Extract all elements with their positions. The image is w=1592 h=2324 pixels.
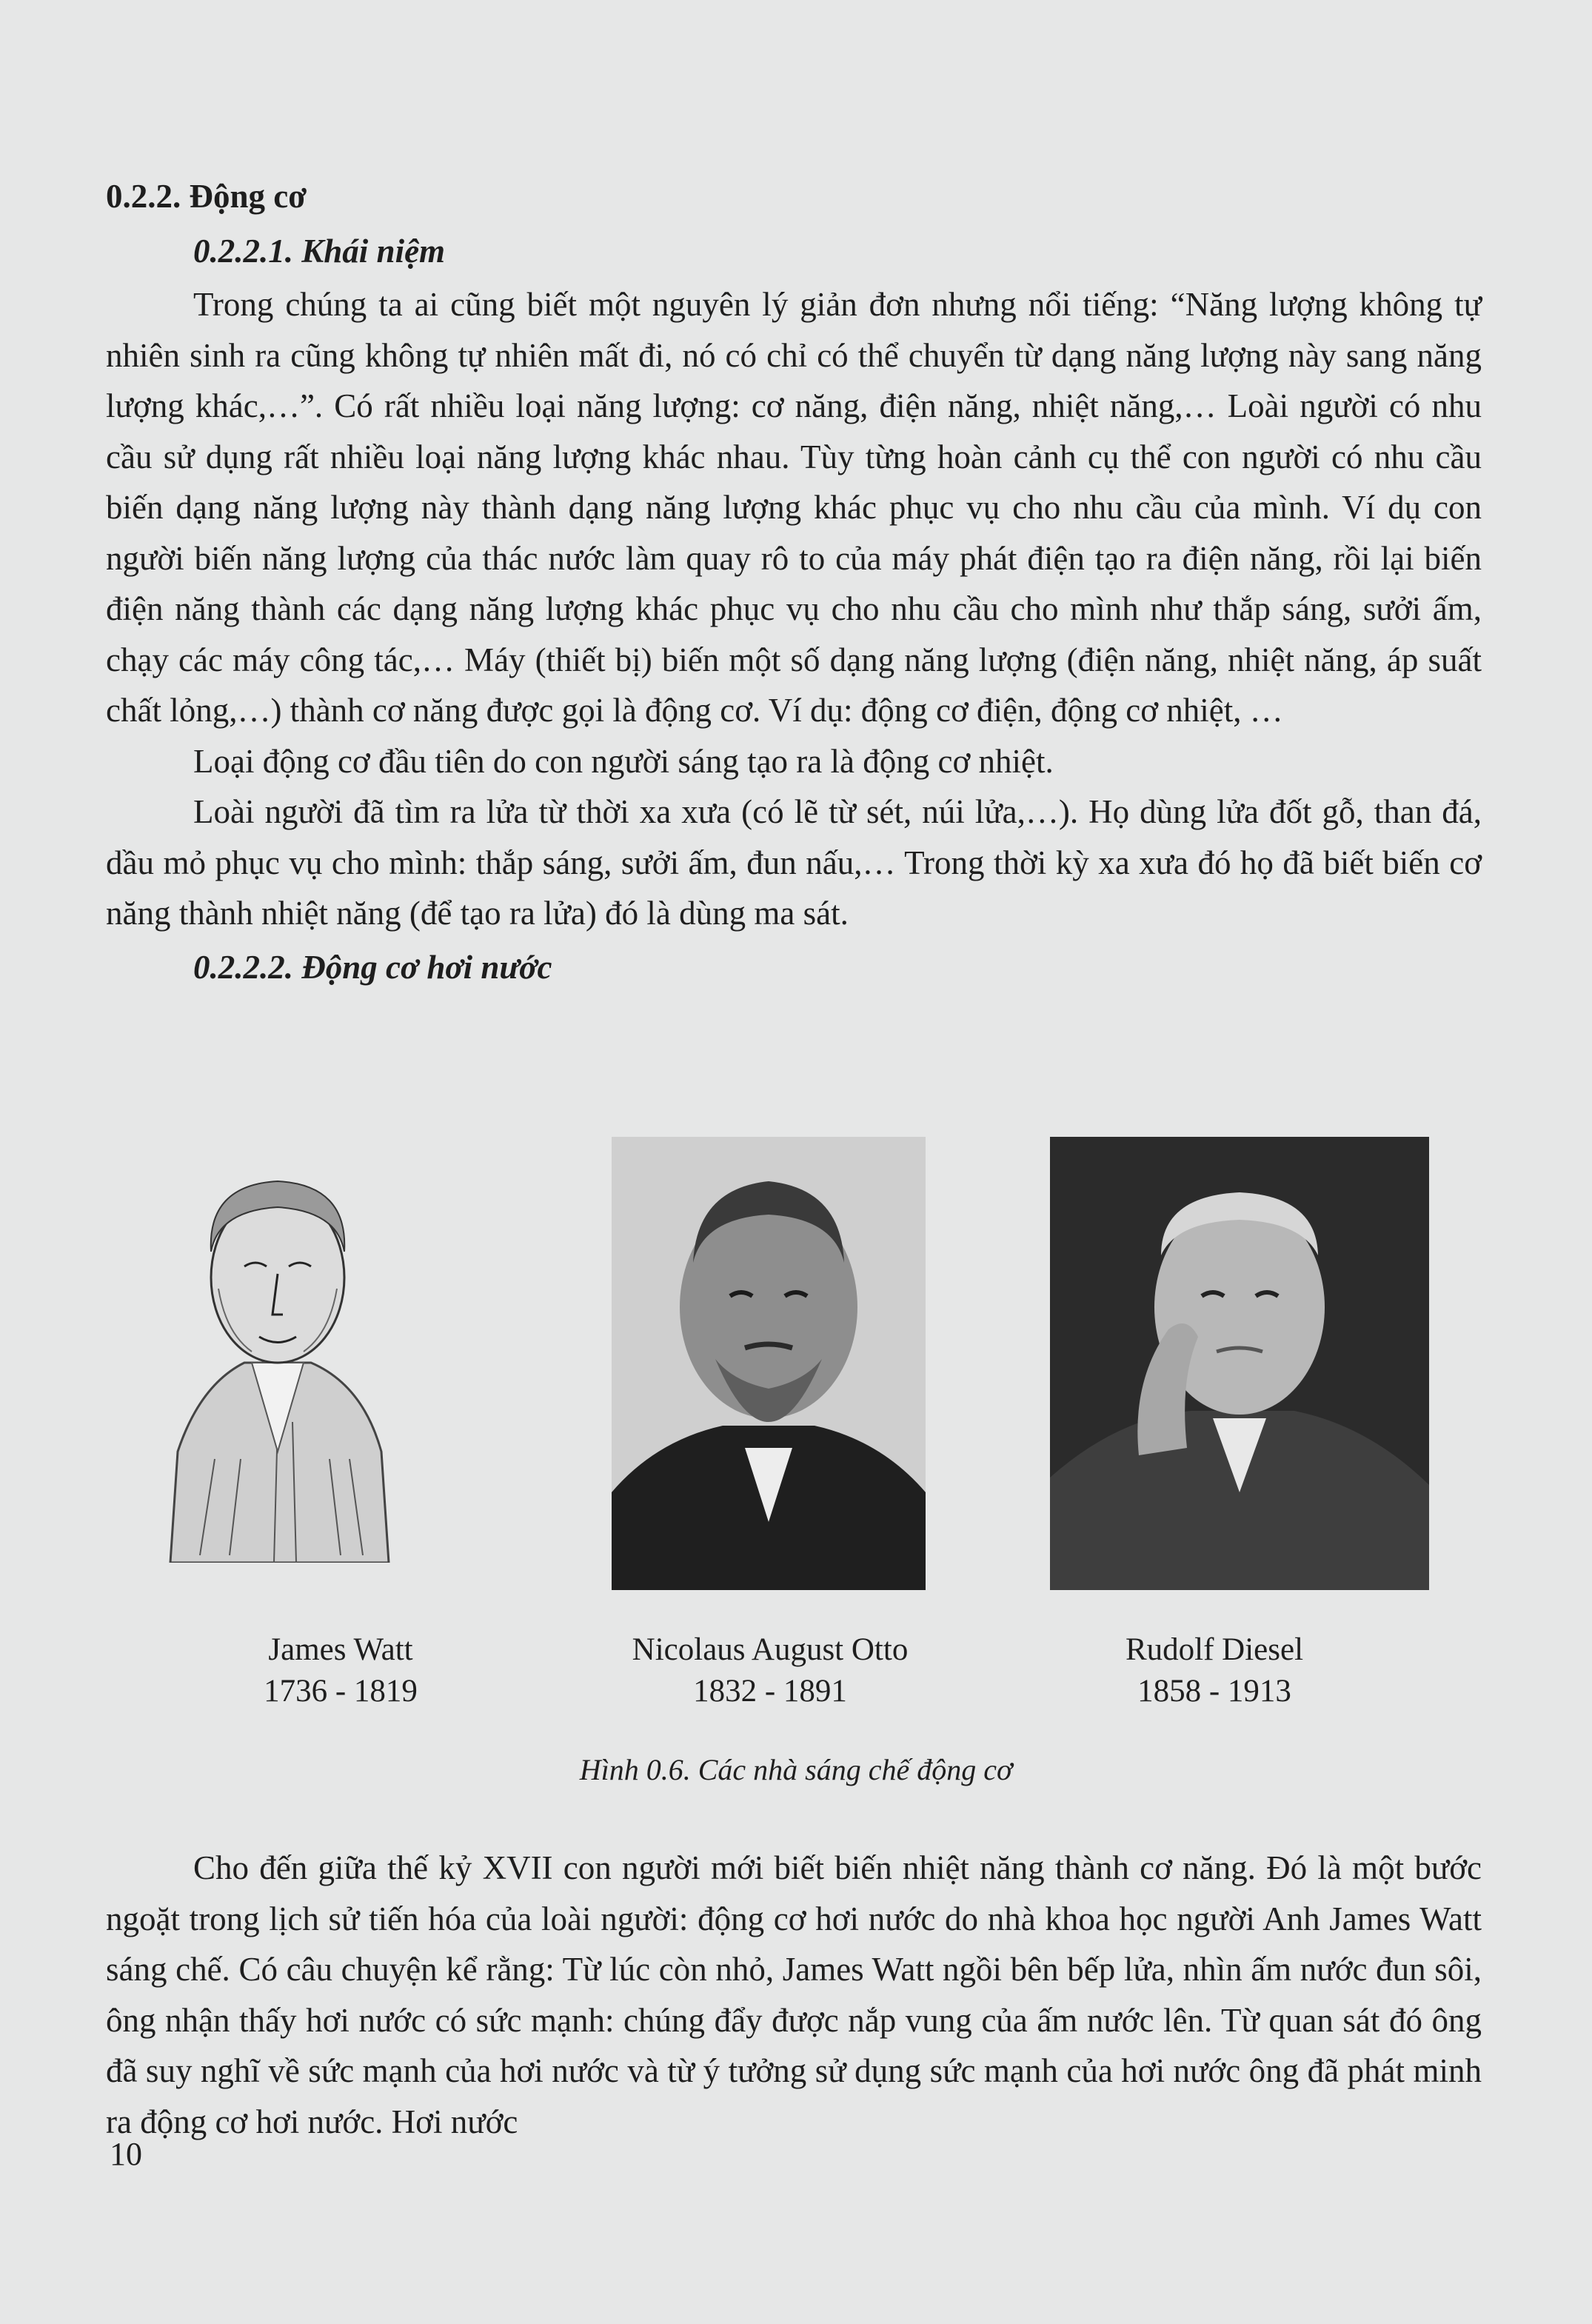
caption-diesel-name: Rudolf Diesel bbox=[1125, 1632, 1304, 1667]
caption-watt-name: James Watt bbox=[268, 1632, 413, 1667]
section-heading: 0.2.2. Động cơ bbox=[106, 178, 307, 215]
caption-watt bbox=[178, 1629, 504, 1712]
subsection-heading-steam-engine: 0.2.2.2. Động cơ hơi nước bbox=[193, 948, 552, 986]
caption-watt-years: 1736 - 1819 bbox=[264, 1674, 418, 1709]
paragraph-first-engine: Loại động cơ đầu tiên do con người sáng tạo ra là động cơ nhiệt. bbox=[193, 742, 1054, 780]
subsection-heading-concept: 0.2.2.1. Khái niệm bbox=[193, 233, 446, 270]
caption-diesel bbox=[1059, 1629, 1370, 1712]
caption-otto-name: Nicolaus August Otto bbox=[632, 1632, 909, 1667]
portrait-nicolaus-otto bbox=[612, 1137, 926, 1590]
portrait-rudolf-diesel bbox=[1050, 1137, 1429, 1590]
paragraph-fire: Loài người đã tìm ra lửa từ thời xa xưa (có lẽ từ sét, núi lửa,…). Họ dùng lửa đốt gỗ, than đá, dầu mỏ phục vụ cho mình: thắp sáng, sưởi ấm, đun nấu,… Trong thời kỳ xa xưa đó họ đã biết biến cơ năng thành nhiệt năng (để tạo ra lửa) đó là dùng ma sát. bbox=[106, 793, 1482, 932]
text-block-top bbox=[106, 174, 1482, 995]
portrait-james-watt bbox=[155, 1141, 400, 1563]
page-number: 10 bbox=[110, 2136, 142, 2172]
figure-caption: Hình 0.6. Các nhà sáng chế động cơ bbox=[579, 1753, 1013, 1786]
caption-otto bbox=[585, 1629, 955, 1712]
paragraph-energy-principle: Trong chúng ta ai cũng biết một nguyên lý giản đơn nhưng nổi tiếng: “Năng lượng không tự nhiên sinh ra cũng không tự nhiên mất đi, nó có chỉ có thể chuyển từ dạng năng lượng này sang năng lượng khác,…”. Có rất nhiều loại năng lượng: cơ năng, điện năng, nhiệt năng,… Loài người có nhu cầu sử dụng rất nhiều loại năng lượng khác nhau. Tùy từng hoàn cảnh cụ thể con người có nhu cầu biến dạng năng lượng này thành dạng năng lượng khác phục vụ cho nhu cầu của mình. Ví dụ con người biến năng lượng của thác nước làm quay rô to của máy phát điện tạo ra điện năng, rồi lại biến điện năng thành các dạng năng lượng khác phục vụ cho nhu cầu cho mình như thắp sáng, sưởi ấm, chạy các máy công tác,… Máy (thiết bị) biến một số dạng năng lượng (điện năng, nhiệt năng, áp suất chất lỏng,…) thành cơ năng được gọi là động cơ. Ví dụ: động cơ điện, động cơ nhiệt, … bbox=[106, 286, 1482, 729]
text-block-bottom bbox=[106, 1843, 1482, 2147]
paragraph-steam-engine: Cho đến giữa thế kỷ XVII con người mới biết biến nhiệt năng thành cơ năng. Đó là một bước ngoặt trong lịch sử tiến hóa của loài người: động cơ hơi nước do nhà khoa học người Anh James Watt sáng chế. Có câu chuyện kể rằng: Từ lúc còn nhỏ, James Watt ngồi bên bếp lửa, nhìn ấm nước đun sôi, ông nhận thấy hơi nước có sức mạnh: chúng đẩy được nắp vung của ấm nước lên. Từ quan sát đó ông đã suy nghĩ về sức mạnh của hơi nước và từ ý tưởng sử dụng sức mạnh của hơi nước ông đã phát minh ra động cơ hơi nước. Hơi nước bbox=[106, 1849, 1482, 2140]
caption-otto-years: 1832 - 1891 bbox=[693, 1674, 847, 1709]
caption-diesel-years: 1858 - 1913 bbox=[1137, 1674, 1291, 1709]
figure-inventors bbox=[0, 1126, 1592, 1807]
